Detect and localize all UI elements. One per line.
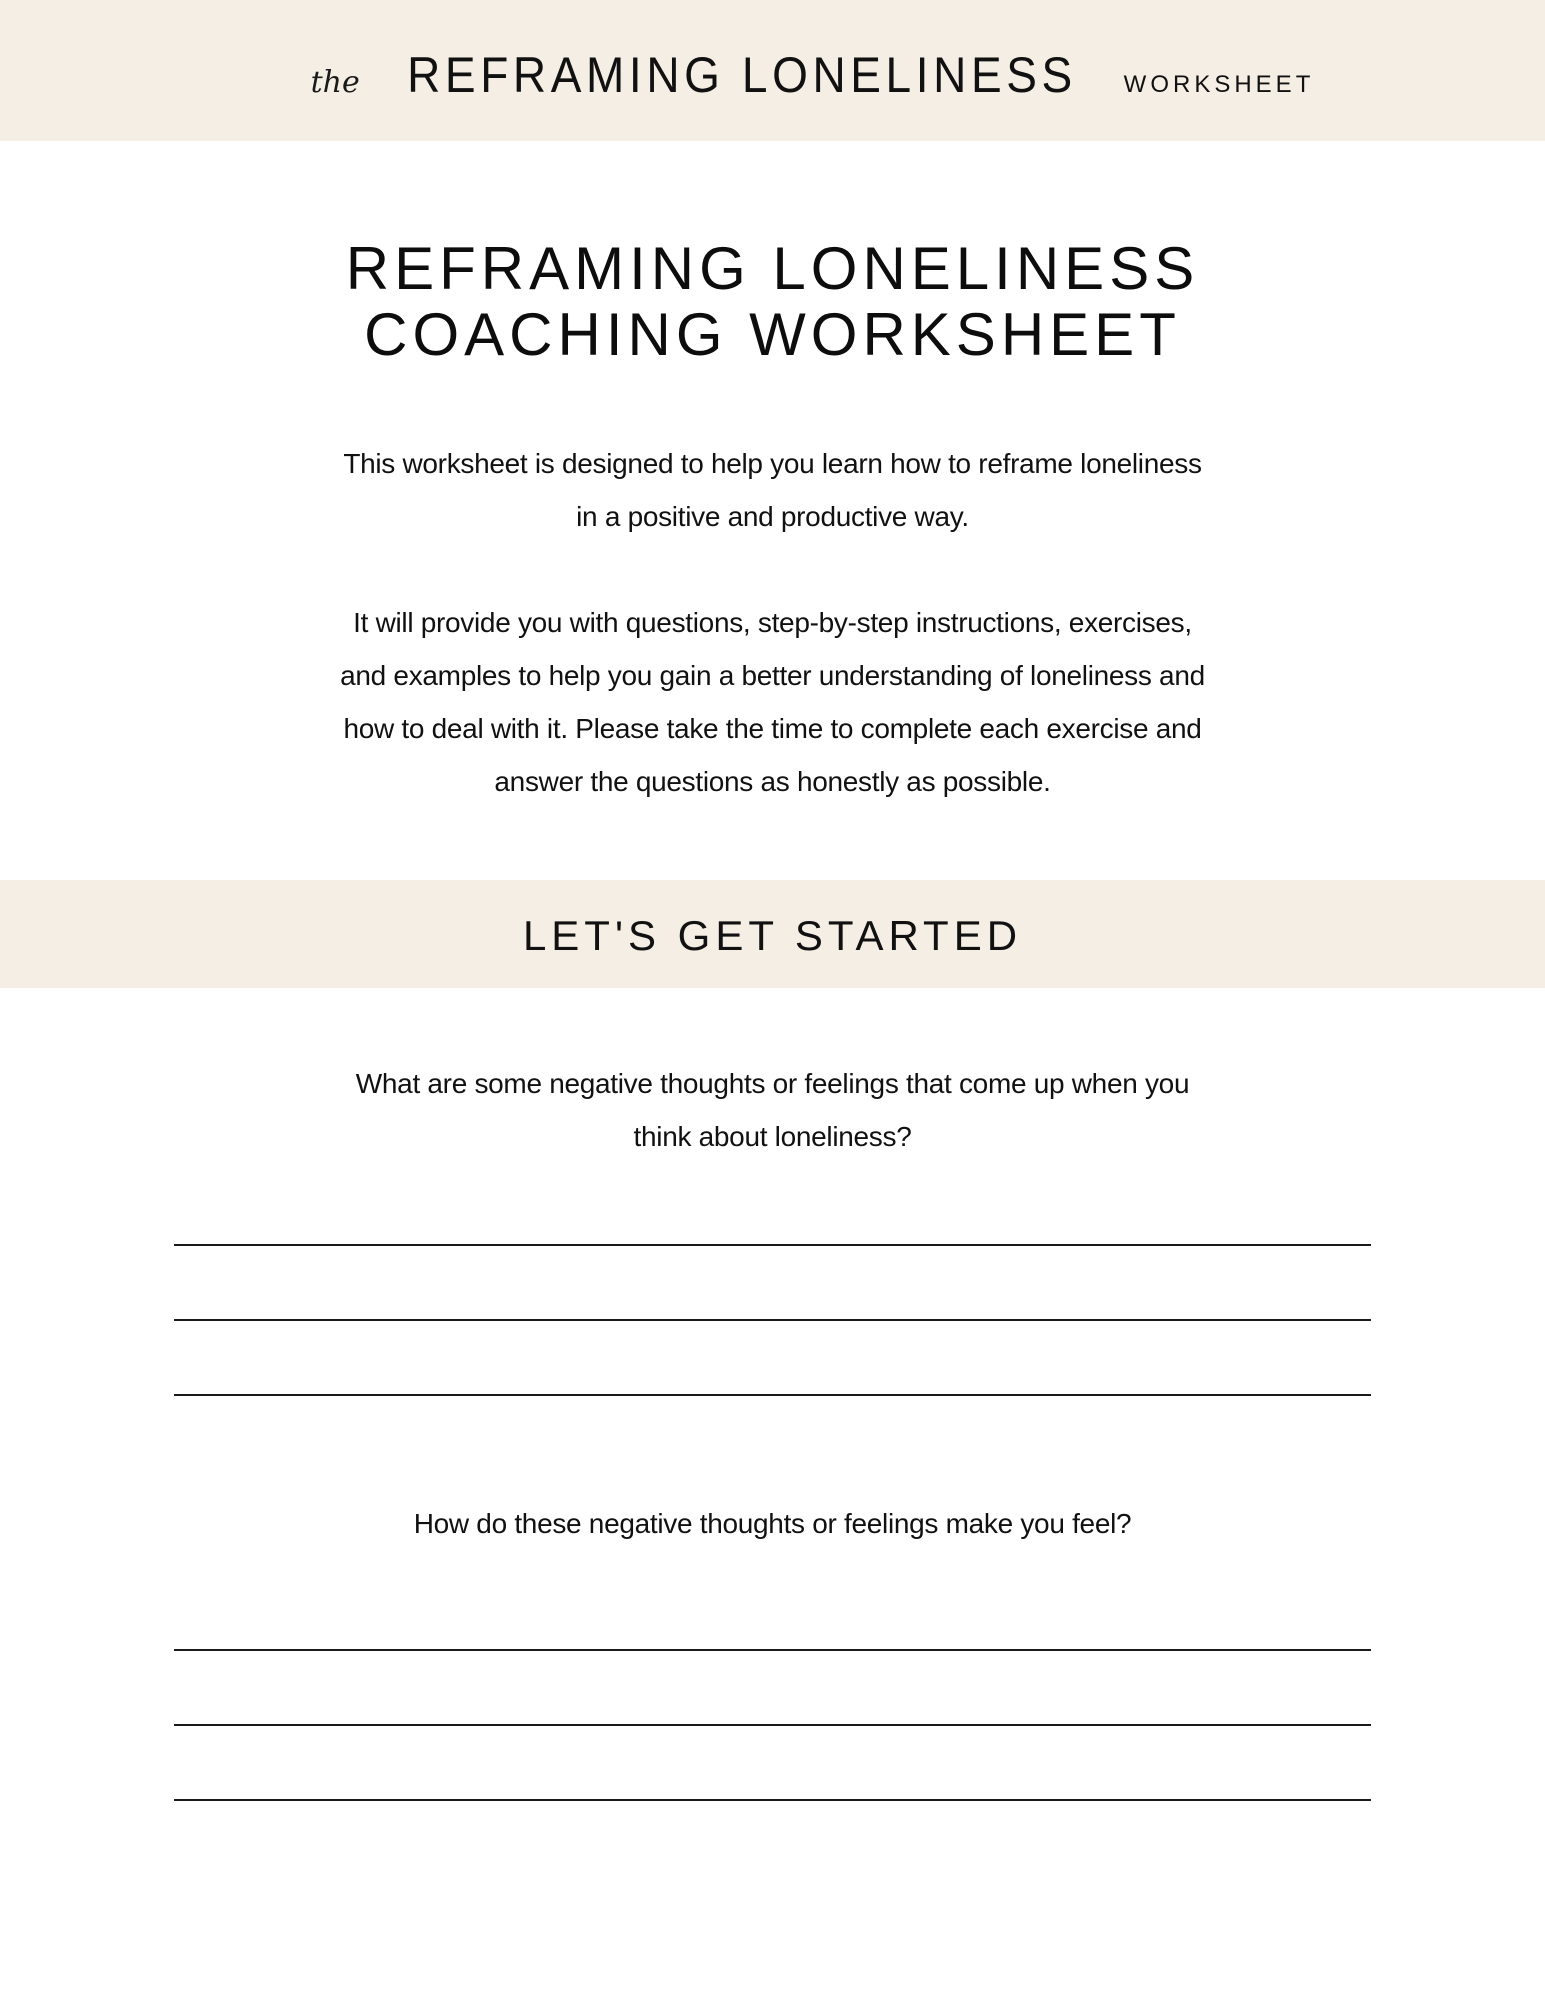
intro-paragraph-1 (0, 437, 1545, 543)
question-2 (0, 1497, 1545, 1550)
page-title (0, 236, 1545, 368)
brand-title: REFRAMING LONELINESS (406, 46, 1077, 103)
intro-line: in a positive and productive way. (576, 501, 969, 532)
question-line: What are some negative thoughts or feelings that come up when you (355, 1068, 1190, 1099)
question-line: think about loneliness? (633, 1121, 912, 1152)
intro-line: how to deal with it. Please take the time to complete each exercise and (343, 713, 1202, 744)
answer-line-q1-3[interactable] (174, 1394, 1371, 1396)
question-line: How do these negative thoughts or feelings make you feel? (413, 1508, 1132, 1539)
page-title-line-1: REFRAMING LONELINESS (345, 235, 1200, 302)
section-band (0, 880, 1545, 988)
answer-line-q1-1[interactable] (174, 1244, 1371, 1246)
header-band (0, 0, 1545, 141)
answer-line-q2-1[interactable] (174, 1649, 1371, 1651)
answer-line-q1-2[interactable] (174, 1319, 1371, 1321)
intro-paragraph-2 (0, 596, 1545, 808)
intro-line: It will provide you with questions, step-by-step instructions, exercises, (353, 607, 1192, 638)
brand-prefix: the (310, 64, 360, 100)
brand-logo (311, 46, 1315, 104)
question-1 (0, 1057, 1545, 1163)
section-title: LET'S GET STARTED (522, 912, 1023, 959)
intro-line: This worksheet is designed to help you learn how to reframe loneliness (343, 448, 1202, 479)
brand-suffix: WORKSHEET (1123, 70, 1315, 98)
intro-line: answer the questions as honestly as possible. (494, 766, 1051, 797)
intro-line: and examples to help you gain a better understanding of loneliness and (340, 660, 1205, 691)
answer-line-q2-2[interactable] (174, 1724, 1371, 1726)
page-title-line-2: COACHING WORKSHEET (364, 301, 1181, 368)
answer-line-q2-3[interactable] (174, 1799, 1371, 1801)
